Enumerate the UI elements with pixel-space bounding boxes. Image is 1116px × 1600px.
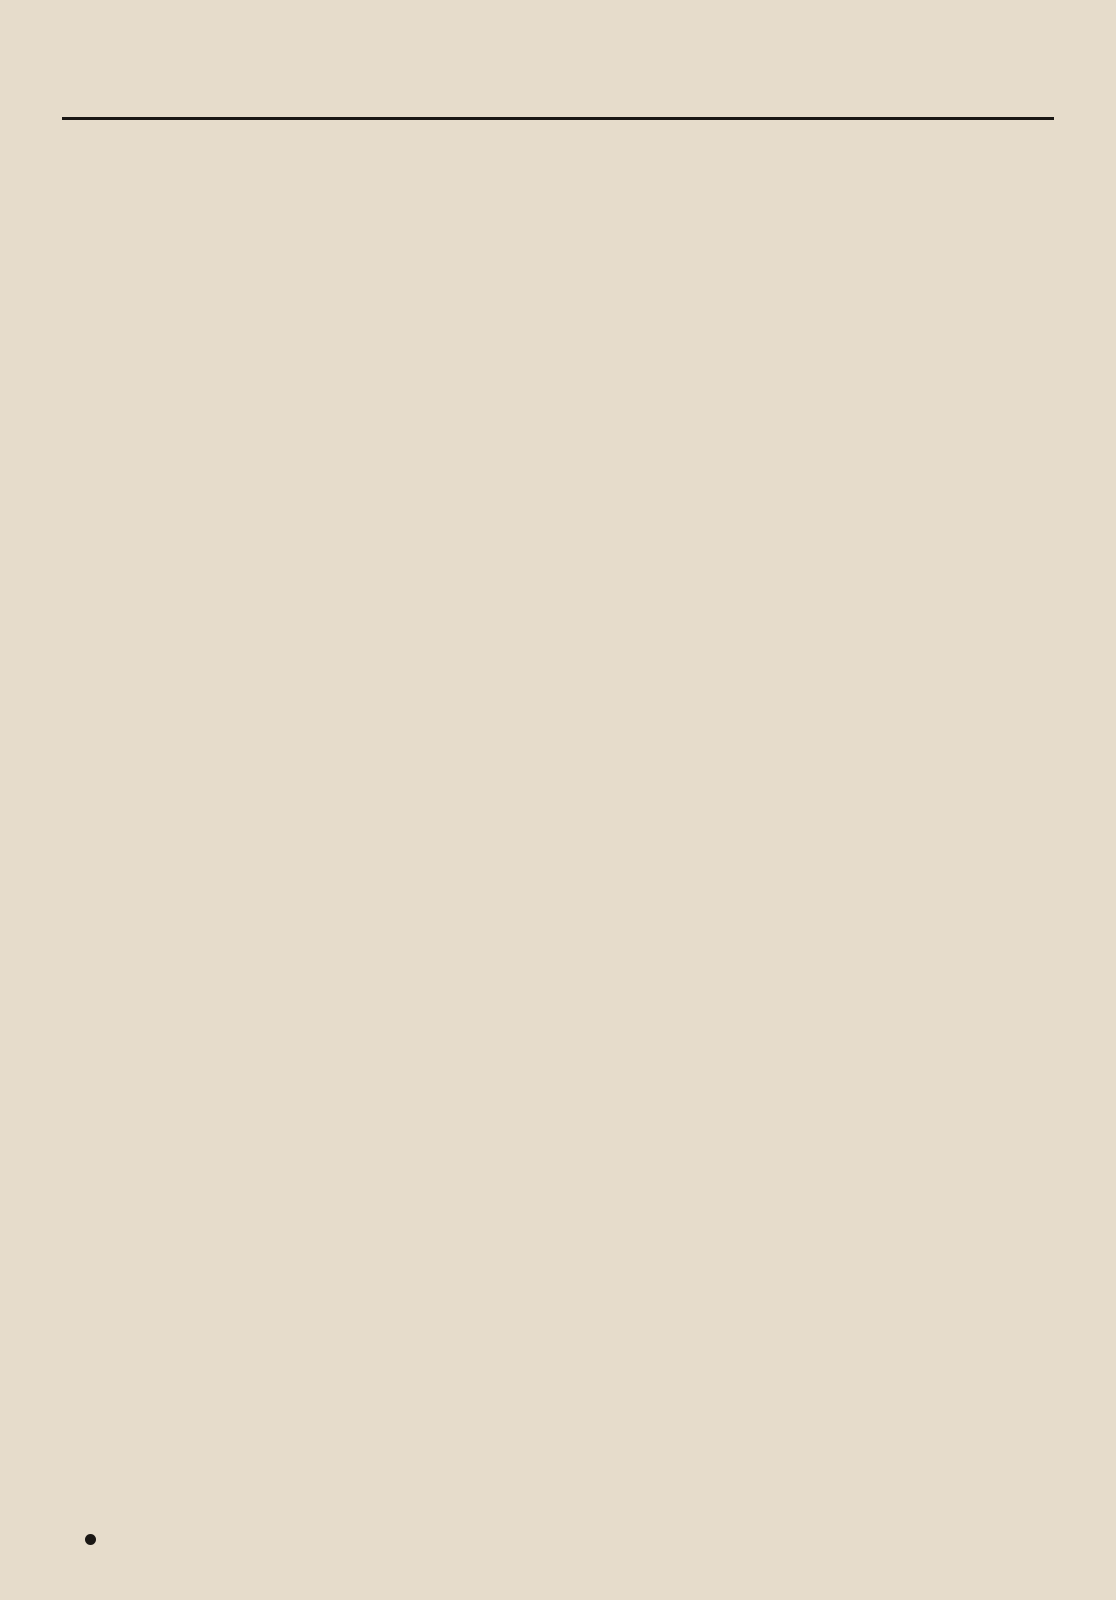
footnote-dot [85,1533,96,1548]
bullet-dot-icon [85,1534,96,1545]
top-rule [62,117,1054,120]
